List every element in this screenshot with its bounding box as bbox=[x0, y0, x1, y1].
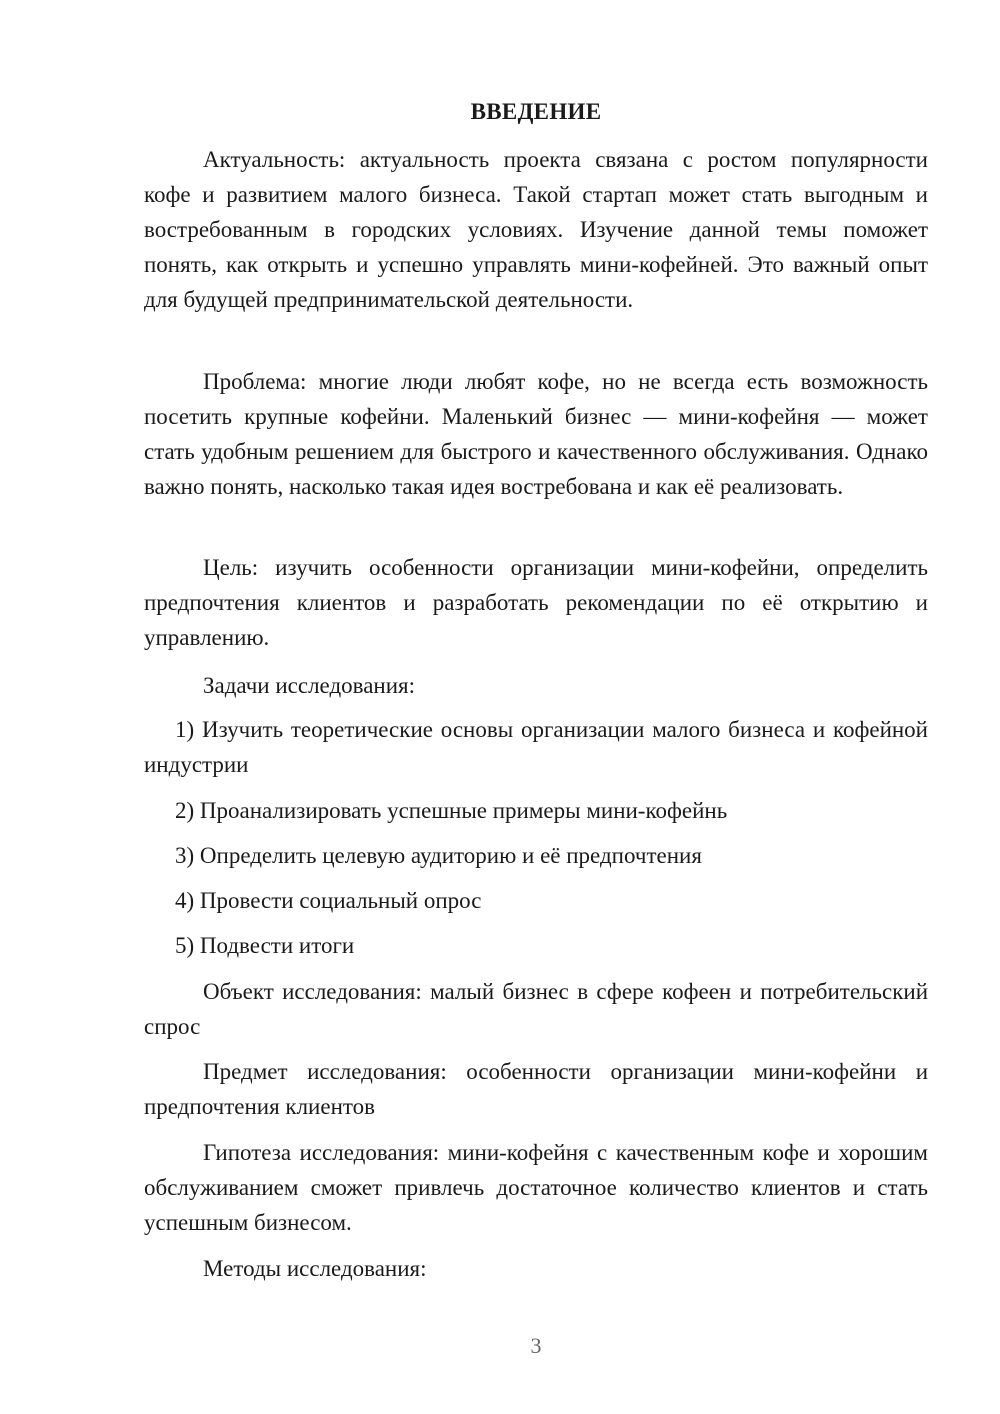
paragraph-problem: Проблема: многие люди любят кофе, но не всегда есть возможность посетить крупные кофейни. Маленький бизнес — мини-кофейня — может стать удобным решением для быстрого и качественного обслуживания. Однако важно понять, насколько такая идея востребована и как её реализовать. bbox=[144, 369, 928, 499]
page-number: 3 bbox=[530, 1333, 542, 1358]
list-item: 1) Изучить теоретические основы организации малого бизнеса и кофейной индустрии bbox=[144, 717, 928, 777]
paragraph-goal: Цель: изучить особенности организации мини-кофейни, определить предпочтения клиентов и разработать рекомендации по её открытию и управлению. bbox=[144, 555, 928, 650]
list-item: 4) Провести социальный опрос bbox=[175, 888, 482, 913]
page-title: ВВЕДЕНИЕ bbox=[470, 99, 602, 124]
paragraph-subject: Предмет исследования: особенности организации мини-кофейни и предпочтения клиентов bbox=[144, 1059, 928, 1119]
list-item: 3) Определить целевую аудиторию и её предпочтения bbox=[175, 843, 702, 868]
tasks-heading: Задачи исследования: bbox=[203, 673, 416, 698]
paragraph-relevance: Актуальность: актуальность проекта связана с ростом популярности кофе и развитием малого бизнеса. Такой стартап может стать выгодным и востребованным в городских условиях. Изучение данной темы поможет понять, как открыть и успешно управлять мини-кофейней. Это важный опыт для будущей предпринимательской деятельности. bbox=[144, 147, 928, 312]
methods-heading: Методы исследования: bbox=[203, 1256, 427, 1281]
list-item: 2) Проанализировать успешные примеры мини-кофейнь bbox=[175, 798, 728, 823]
list-item: 5) Подвести итоги bbox=[175, 933, 355, 958]
paragraph-object: Объект исследования: малый бизнес в сфере кофеен и потребительский спрос bbox=[144, 979, 928, 1039]
paragraph-hypothesis: Гипотеза исследования: мини-кофейня с качественным кофе и хорошим обслуживанием сможет привлечь достаточное количество клиентов и стать успешным бизнесом. bbox=[144, 1140, 928, 1235]
